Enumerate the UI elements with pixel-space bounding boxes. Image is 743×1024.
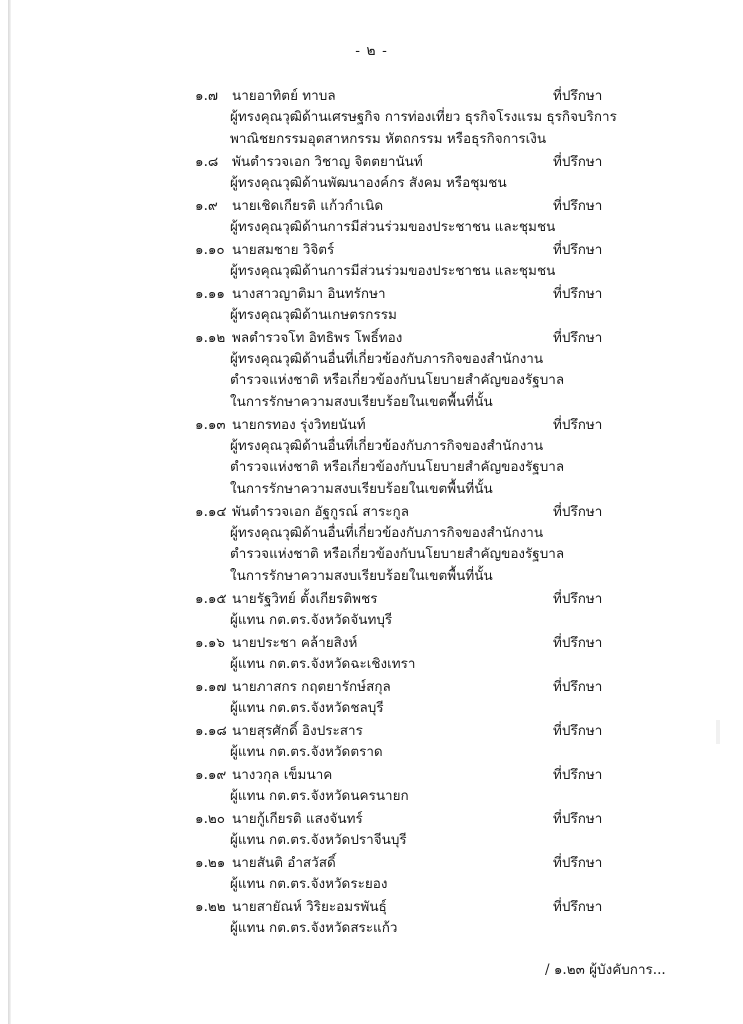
entry-number: ๑.๑๗ [195,678,227,695]
advisor-description [0,786,610,808]
advisor-description [0,305,610,327]
advisor-entry-header [0,239,743,261]
description-line: ผู้แทน กต.ตร.จังหวัดจันทบุรี [230,611,393,628]
description-line: ผู้แทน กต.ตร.จังหวัดตราด [230,743,383,760]
advisor-entry-header [0,808,743,830]
advisor-entry-header [0,764,743,786]
advisor-role: ที่ปรึกษา [553,766,603,783]
advisor-description [0,918,610,940]
description-line: ผู้แทน กต.ตร.จังหวัดนครนายก [230,787,409,804]
advisor-description [0,654,610,676]
description-line: ผู้ทรงคุณวุฒิด้านอื่นที่เกี่ยวข้องกับภารกิจของสำนักงาน [230,350,544,367]
entry-number: ๑.๘ [195,153,219,170]
advisor-entry [0,151,743,195]
advisor-name: นายประชา คล้ายสิงห์ [232,634,358,651]
advisor-name: พลตำรวจโท อิทธิพร โพธิ์ทอง [232,329,403,346]
advisor-name: นายกรทอง รุ่งวิทยนันท์ [232,416,366,433]
description-line: ผู้ทรงคุณวุฒิด้านอื่นที่เกี่ยวข้องกับภารกิจของสำนักงาน [230,524,544,541]
advisor-description [0,698,610,720]
advisor-role: ที่ปรึกษา [553,503,603,520]
advisor-entry [0,327,743,414]
entry-number: ๑.๒๑ [195,854,226,871]
advisor-name: นายสมชาย วิจิตร์ [232,241,335,258]
advisor-description [0,610,610,632]
advisor-name: นายสุรศักดิ์ อิงประสาร [232,722,363,739]
advisor-entry-header [0,327,743,349]
continuation-note: / ๑.๒๓ ผู้บังคับการ... [545,962,666,978]
entry-number: ๑.๑๓ [195,416,226,433]
advisor-role: ที่ปรึกษา [553,722,603,739]
advisor-entry [0,720,743,764]
advisor-entry [0,588,743,632]
advisor-role: ที่ปรึกษา [553,197,603,214]
advisor-description [0,742,610,764]
advisor-role: ที่ปรึกษา [553,854,603,871]
advisor-entry-header [0,676,743,698]
entry-number: ๑.๗ [195,88,219,104]
advisor-description [0,107,617,150]
entry-number: ๑.๑๕ [195,590,227,607]
description-line: ตำรวจแห่งชาติ หรือเกี่ยวข้องกับนโยบายสำคัญของรัฐบาล [230,372,565,388]
advisor-role: ที่ปรึกษา [553,898,603,915]
advisor-list [0,85,743,940]
advisor-role: ที่ปรึกษา [553,590,603,607]
advisor-entry [0,676,743,720]
advisor-role: ที่ปรึกษา [553,153,603,170]
advisor-entry-header [0,852,743,874]
advisor-description [0,874,610,896]
advisor-description [0,217,610,239]
advisor-entry [0,501,743,588]
description-line: ผู้แทน กต.ตร.จังหวัดสระแก้ว [230,919,398,936]
advisor-role: ที่ปรึกษา [553,678,603,695]
entry-number: ๑.๑๖ [195,634,225,651]
advisor-entry-header [0,85,743,107]
advisor-name: นายภาสกร กฤตยารักษ์สกุล [232,678,391,695]
advisor-entry-header [0,414,743,436]
advisor-entry [0,239,743,283]
advisor-name: นายสันติ อำสวัสดิ์ [232,854,336,871]
advisor-name: นางวกุล เข็มนาค [232,766,333,783]
advisor-entry [0,85,743,151]
entry-number: ๑.๑๔ [195,503,227,520]
advisor-description [0,349,610,414]
advisor-name: นายสายัณห์ วิริยะอมรพันธุ์ [232,898,387,915]
advisor-role: ที่ปรึกษา [553,329,603,346]
description-line: ในการรักษาความสงบเรียบร้อยในเขตพื้นที่นั้น [230,393,493,410]
description-line: ผู้แทน กต.ตร.จังหวัดชลบุรี [230,699,384,716]
advisor-entry [0,808,743,852]
advisor-name: นายอาทิตย์ ทาบล [232,88,336,104]
advisor-role: ที่ปรึกษา [553,88,603,104]
advisor-entry-header [0,632,743,654]
description-line: ตำรวจแห่งชาติ หรือเกี่ยวข้องกับนโยบายสำคัญของรัฐบาล [230,459,565,475]
advisor-entry-header [0,720,743,742]
advisor-entry-header [0,151,743,173]
advisor-role: ที่ปรึกษา [553,285,603,302]
advisor-name: พันตำรวจเอก อัฐกูรณ์ สาระกูล [232,503,409,520]
advisor-name: พันตำรวจเอก วิชาญ จิตตยานันท์ [232,153,423,170]
advisor-entry [0,896,743,940]
description-line: พาณิชยกรรมอุตสาหกรรม หัตถกรรม หรือธุรกิจการเงิน [230,130,547,147]
advisor-name: นายเชิดเกียรติ แก้วกำเนิด [232,197,384,214]
advisor-entry-header [0,283,743,305]
description-line: ผู้ทรงคุณวุฒิด้านพัฒนาองค์กร สังคม หรือชุมชน [230,174,507,191]
entry-number: ๑.๒๐ [195,810,225,827]
advisor-name: นายกู้เกียรติ แสงจันทร์ [232,810,363,827]
advisor-name: นายรัฐวิทย์ ตั้งเกียรติพชร [232,590,378,607]
description-line: ผู้ทรงคุณวุฒิด้านการมีส่วนร่วมของประชาชน และชุมชน [230,262,556,279]
entry-number: ๑.๑๙ [195,766,227,783]
advisor-entry [0,632,743,676]
advisor-description [0,830,610,852]
entry-number: ๑.๑๘ [195,722,227,739]
description-line: ผู้ทรงคุณวุฒิด้านเศรษฐกิจ การท่องเที่ยว ธุรกิจโรงแรม ธุรกิจบริการ [230,109,617,125]
entry-number: ๑.๑๑ [195,285,225,302]
advisor-entry [0,283,743,327]
page-number: - ๒ - [355,43,388,59]
description-line: ในการรักษาความสงบเรียบร้อยในเขตพื้นที่นั้น [230,567,493,584]
advisor-description [0,261,610,283]
advisor-description [0,436,610,501]
advisor-role: ที่ปรึกษา [553,241,603,258]
description-line: ผู้แทน กต.ตร.จังหวัดระยอง [230,875,388,892]
advisor-entry [0,195,743,239]
advisor-role: ที่ปรึกษา [553,810,603,827]
description-line: ผู้แทน กต.ตร.จังหวัดฉะเชิงเทรา [230,655,416,672]
entry-number: ๑.๙ [195,197,218,214]
description-line: ตำรวจแห่งชาติ หรือเกี่ยวข้องกับนโยบายสำคัญของรัฐบาล [230,546,565,562]
description-line: ในการรักษาความสงบเรียบร้อยในเขตพื้นที่นั้น [230,480,493,497]
description-line: ผู้ทรงคุณวุฒิด้านอื่นที่เกี่ยวข้องกับภารกิจของสำนักงาน [230,437,544,454]
description-line: ผู้ทรงคุณวุฒิด้านการมีส่วนร่วมของประชาชน และชุมชน [230,218,556,235]
advisor-entry [0,414,743,501]
advisor-description [0,523,610,588]
advisor-entry-header [0,588,743,610]
advisor-entry [0,852,743,896]
description-line: ผู้ทรงคุณวุฒิด้านเกษตรกรรม [230,306,397,323]
advisor-entry [0,764,743,808]
advisor-role: ที่ปรึกษา [553,634,603,651]
entry-spacer [0,939,743,940]
advisor-entry-header [0,501,743,523]
advisor-entry-header [0,195,743,217]
description-line: ผู้แทน กต.ตร.จังหวัดปราจีนบุรี [230,831,407,848]
advisor-name: นางสาวญาติมา อินทรักษา [232,285,386,302]
advisor-entry-header [0,896,743,918]
advisor-role: ที่ปรึกษา [553,416,603,433]
entry-number: ๑.๑๒ [195,329,226,346]
entry-number: ๑.๒๒ [195,898,226,915]
entry-number: ๑.๑๐ [195,241,225,258]
advisor-description [0,173,610,195]
